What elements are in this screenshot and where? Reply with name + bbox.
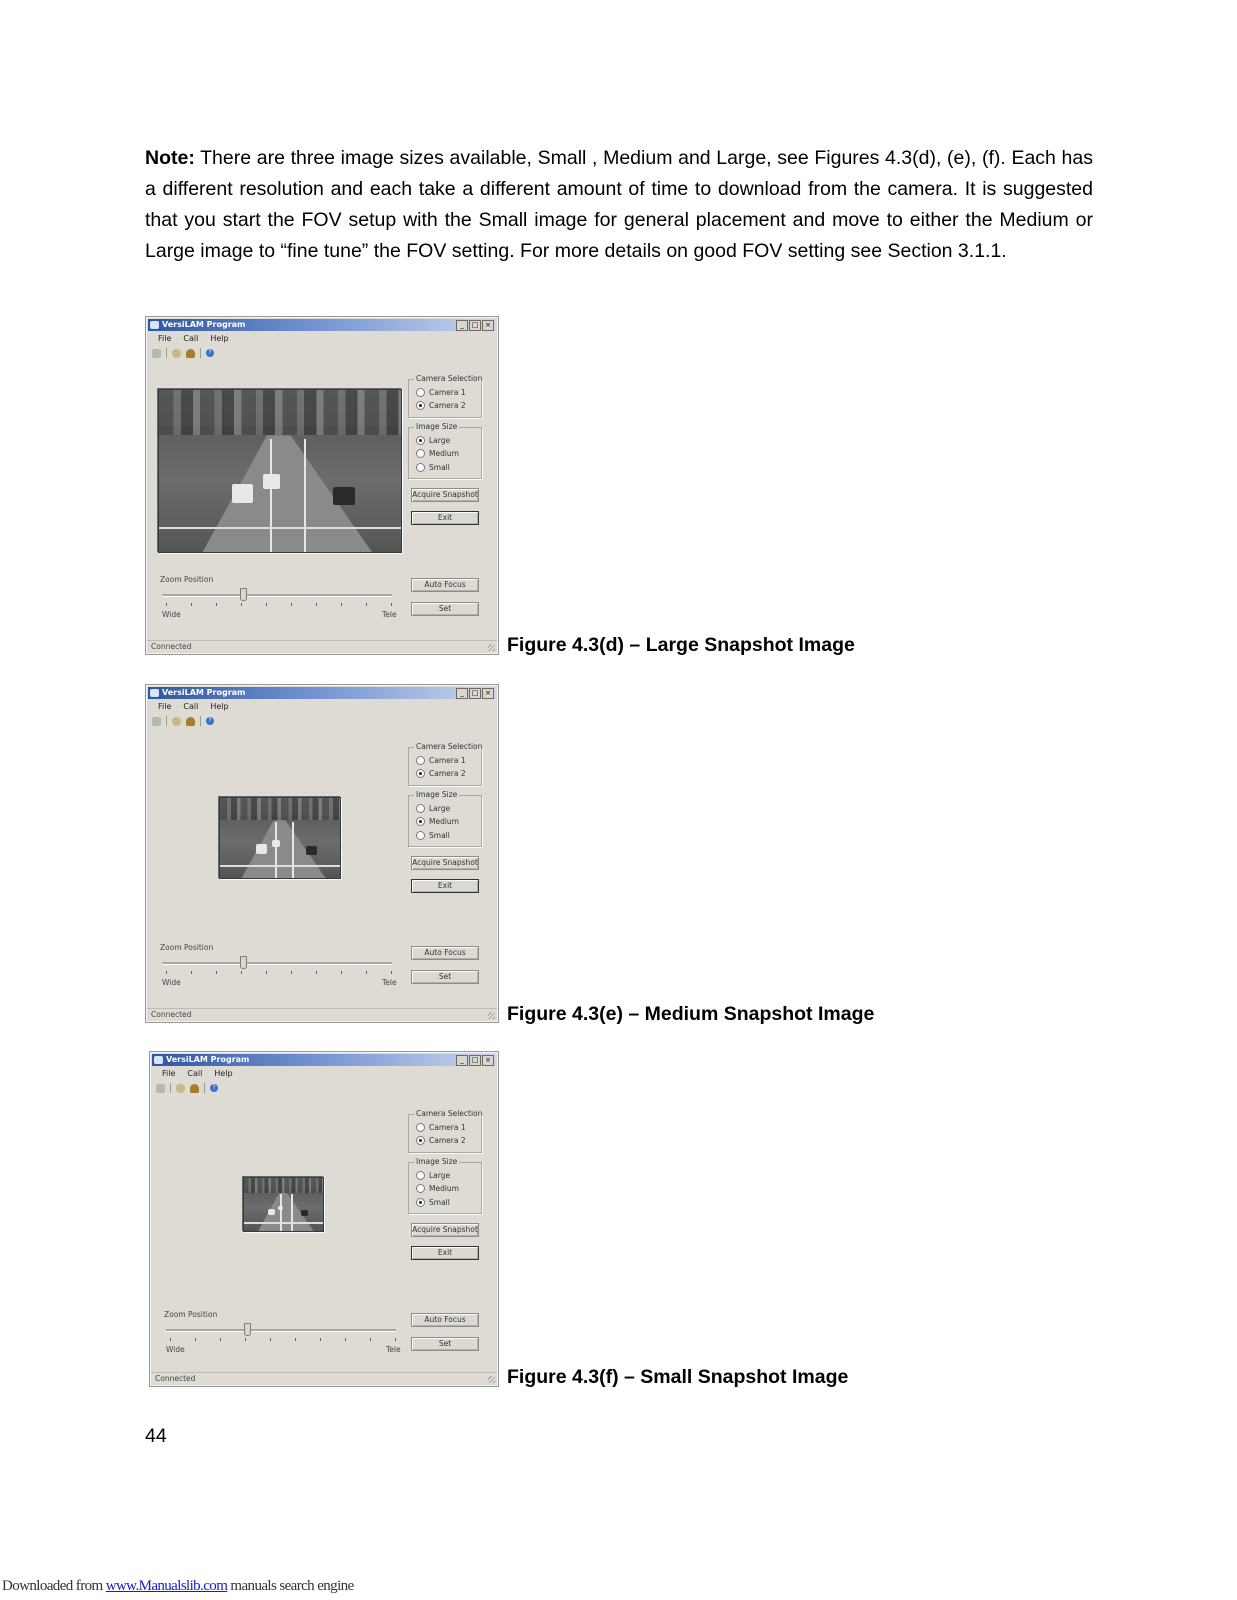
zoom-position-label: Zoom Position xyxy=(160,943,214,952)
radio-label: Medium xyxy=(429,817,459,826)
figure-caption: Figure 4.3(f) – Small Snapshot Image xyxy=(507,1366,849,1388)
set-button[interactable]: Set xyxy=(411,602,479,616)
hand-icon[interactable] xyxy=(172,349,181,358)
status-bar xyxy=(147,1008,497,1021)
radio-label: Medium xyxy=(429,1184,459,1193)
snapshot-image xyxy=(243,1177,324,1232)
radio-size-medium[interactable] xyxy=(416,817,459,826)
radio-size-small[interactable] xyxy=(416,463,450,472)
zoom-slider-track[interactable] xyxy=(162,594,392,597)
phone-icon[interactable] xyxy=(156,1084,165,1093)
radio-button[interactable] xyxy=(416,817,425,826)
radio-button[interactable] xyxy=(416,804,425,813)
toolbar-separator xyxy=(200,716,201,726)
snapshot-image xyxy=(158,389,402,553)
radio-size-small[interactable] xyxy=(416,1198,450,1207)
radio-camera-1[interactable] xyxy=(416,388,466,397)
page-number: 44 xyxy=(145,1425,167,1447)
title-bar xyxy=(152,1054,496,1066)
radio-button[interactable] xyxy=(416,436,425,445)
camera-selection-group xyxy=(408,374,483,418)
status-text: Connected xyxy=(151,1010,192,1019)
maximize-button[interactable]: □ xyxy=(469,688,481,699)
camera-selection-title: Camera Selection xyxy=(416,374,483,383)
toolbar-separator xyxy=(166,716,167,726)
resize-grip[interactable] xyxy=(488,644,495,651)
radio-camera-2[interactable] xyxy=(416,1136,466,1145)
close-button[interactable]: × xyxy=(482,688,494,699)
help-icon[interactable]: ? xyxy=(210,1084,218,1092)
phone-icon[interactable] xyxy=(152,349,161,358)
menu-help[interactable]: Help xyxy=(210,702,229,711)
menu-help[interactable]: Help xyxy=(214,1069,233,1078)
zoom-tele-label: Tele xyxy=(382,978,397,987)
figure-caption: Figure 4.3(e) – Medium Snapshot Image xyxy=(507,1003,875,1025)
app-window xyxy=(145,684,499,1023)
footer xyxy=(2,1578,354,1595)
hand-icon[interactable] xyxy=(172,717,181,726)
auto-focus-button[interactable]: Auto Focus xyxy=(411,946,479,960)
exit-button[interactable]: Exit xyxy=(411,511,479,525)
zoom-tele-label: Tele xyxy=(386,1345,401,1354)
zoom-slider-ticks xyxy=(166,971,392,974)
toolbar xyxy=(152,715,214,727)
zoom-slider-thumb[interactable] xyxy=(240,956,247,969)
camera-selection-title: Camera Selection xyxy=(416,1109,483,1118)
radio-label: Small xyxy=(429,1198,450,1207)
window-title: VersiLAM Program xyxy=(162,320,246,329)
footer-prefix: Downloaded from xyxy=(2,1578,106,1594)
toolbar-separator xyxy=(204,1083,205,1093)
note-text: There are three image sizes available, Small , Medium and Large, see Figures 4.3(d), (e), (f). Each has a different resolution and each take a different amount of time to download from the camera. It is suggested that you start the FOV setup with the Small image for general placement and move to either the Medium or Large image to “fine tune” the FOV setting. For more details on good FOV setting see Section 3.1.1. xyxy=(145,147,1093,262)
radio-label: Camera 2 xyxy=(429,769,466,778)
zoom-slider-track[interactable] xyxy=(166,1329,396,1332)
maximize-button[interactable]: □ xyxy=(469,1055,481,1066)
radio-camera-1[interactable] xyxy=(416,1123,466,1132)
radio-size-large[interactable] xyxy=(416,804,450,813)
radio-button[interactable] xyxy=(416,1123,425,1132)
radio-label: Camera 2 xyxy=(429,1136,466,1145)
radio-button[interactable] xyxy=(416,1198,425,1207)
radio-button[interactable] xyxy=(416,463,425,472)
radio-button[interactable] xyxy=(416,388,425,397)
radio-camera-2[interactable] xyxy=(416,769,466,778)
exit-button[interactable]: Exit xyxy=(411,1246,479,1260)
resize-grip[interactable] xyxy=(488,1376,495,1383)
figure-caption: Figure 4.3(d) – Large Snapshot Image xyxy=(507,634,855,656)
minimize-button[interactable]: _ xyxy=(456,320,468,331)
radio-size-small[interactable] xyxy=(416,831,450,840)
radio-camera-1[interactable] xyxy=(416,756,466,765)
resize-grip[interactable] xyxy=(488,1012,495,1019)
window-title: VersiLAM Program xyxy=(166,1055,250,1064)
person-icon[interactable] xyxy=(186,717,195,726)
acquire-snapshot-button[interactable]: Acquire Snapshot xyxy=(411,856,479,870)
status-bar xyxy=(151,1372,497,1385)
radio-size-medium[interactable] xyxy=(416,449,459,458)
radio-size-large[interactable] xyxy=(416,436,450,445)
status-text: Connected xyxy=(155,1374,196,1383)
status-text: Connected xyxy=(151,642,192,651)
radio-label: Large xyxy=(429,436,451,445)
help-icon[interactable]: ? xyxy=(206,349,214,357)
zoom-tele-label: Tele xyxy=(382,610,397,619)
camera-selection-group xyxy=(408,742,483,786)
image-size-group xyxy=(408,1157,482,1214)
maximize-button[interactable]: □ xyxy=(469,320,481,331)
minimize-button[interactable]: _ xyxy=(456,1055,468,1066)
radio-button[interactable] xyxy=(416,831,425,840)
radio-label: Small xyxy=(429,463,450,472)
minimize-button[interactable]: _ xyxy=(456,688,468,699)
acquire-snapshot-button[interactable]: Acquire Snapshot xyxy=(411,1223,479,1237)
set-button[interactable]: Set xyxy=(411,1337,479,1351)
menu-bar xyxy=(158,702,229,711)
menu-file[interactable]: File xyxy=(162,1069,176,1078)
zoom-wide-label: Wide xyxy=(162,610,181,619)
zoom-slider-thumb[interactable] xyxy=(240,588,247,601)
menu-bar xyxy=(162,1069,233,1078)
app-window xyxy=(145,316,499,655)
image-size-title: Image Size xyxy=(416,790,458,799)
menu-bar xyxy=(158,334,229,343)
camera-selection-group xyxy=(408,1109,483,1153)
toolbar xyxy=(152,347,214,359)
menu-file[interactable]: File xyxy=(158,334,172,343)
status-bar xyxy=(147,640,497,653)
zoom-slider-ticks xyxy=(170,1338,396,1341)
auto-focus-button[interactable]: Auto Focus xyxy=(411,578,479,592)
radio-size-medium[interactable] xyxy=(416,1184,459,1193)
radio-label: Large xyxy=(429,804,451,813)
app-icon xyxy=(150,321,159,329)
radio-label: Camera 1 xyxy=(429,1123,466,1132)
note-label: Note: xyxy=(145,147,195,169)
radio-button[interactable] xyxy=(416,449,425,458)
radio-label: Medium xyxy=(429,449,459,458)
radio-label: Camera 1 xyxy=(429,756,466,765)
toolbar xyxy=(156,1082,218,1094)
zoom-slider-ticks xyxy=(166,603,392,606)
phone-icon[interactable] xyxy=(152,717,161,726)
image-size-group xyxy=(408,422,482,479)
image-size-title: Image Size xyxy=(416,422,458,431)
person-icon[interactable] xyxy=(186,349,195,358)
help-icon[interactable]: ? xyxy=(206,717,214,725)
camera-selection-title: Camera Selection xyxy=(416,742,483,751)
zoom-wide-label: Wide xyxy=(162,978,181,987)
note-paragraph xyxy=(145,143,1093,267)
radio-size-large[interactable] xyxy=(416,1171,450,1180)
menu-call[interactable]: Call xyxy=(187,1069,203,1078)
title-bar xyxy=(148,687,496,699)
app-window xyxy=(149,1051,499,1387)
menu-call[interactable]: Call xyxy=(183,334,199,343)
menu-help[interactable]: Help xyxy=(210,334,229,343)
hand-icon[interactable] xyxy=(176,1084,185,1093)
manualslib-link[interactable]: www.Manualslib.com xyxy=(105,1578,228,1594)
exit-button[interactable]: Exit xyxy=(411,879,479,893)
title-bar xyxy=(148,319,496,331)
close-button[interactable]: × xyxy=(482,1055,494,1066)
radio-label: Large xyxy=(429,1171,451,1180)
image-size-group xyxy=(408,790,482,847)
snapshot-image xyxy=(219,797,341,879)
radio-button[interactable] xyxy=(416,756,425,765)
zoom-wide-label: Wide xyxy=(166,1345,185,1354)
window-title: VersiLAM Program xyxy=(162,688,246,697)
radio-label: Camera 2 xyxy=(429,401,466,410)
zoom-slider-thumb[interactable] xyxy=(244,1323,251,1336)
footer-suffix: manuals search engine xyxy=(227,1578,354,1594)
toolbar-separator xyxy=(170,1083,171,1093)
auto-focus-button[interactable]: Auto Focus xyxy=(411,1313,479,1327)
app-icon xyxy=(154,1056,163,1064)
radio-button[interactable] xyxy=(416,401,425,410)
radio-label: Camera 1 xyxy=(429,388,466,397)
radio-button[interactable] xyxy=(416,1184,425,1193)
menu-file[interactable]: File xyxy=(158,702,172,711)
image-size-title: Image Size xyxy=(416,1157,458,1166)
radio-button[interactable] xyxy=(416,1136,425,1145)
radio-label: Small xyxy=(429,831,450,840)
close-button[interactable]: × xyxy=(482,320,494,331)
app-icon xyxy=(150,689,159,697)
radio-button[interactable] xyxy=(416,1171,425,1180)
zoom-slider-track[interactable] xyxy=(162,962,392,965)
menu-call[interactable]: Call xyxy=(183,702,199,711)
zoom-position-label: Zoom Position xyxy=(160,575,214,584)
radio-camera-2[interactable] xyxy=(416,401,466,410)
person-icon[interactable] xyxy=(190,1084,199,1093)
radio-button[interactable] xyxy=(416,769,425,778)
acquire-snapshot-button[interactable]: Acquire Snapshot xyxy=(411,488,479,502)
toolbar-separator xyxy=(166,348,167,358)
zoom-position-label: Zoom Position xyxy=(164,1310,218,1319)
toolbar-separator xyxy=(200,348,201,358)
set-button[interactable]: Set xyxy=(411,970,479,984)
